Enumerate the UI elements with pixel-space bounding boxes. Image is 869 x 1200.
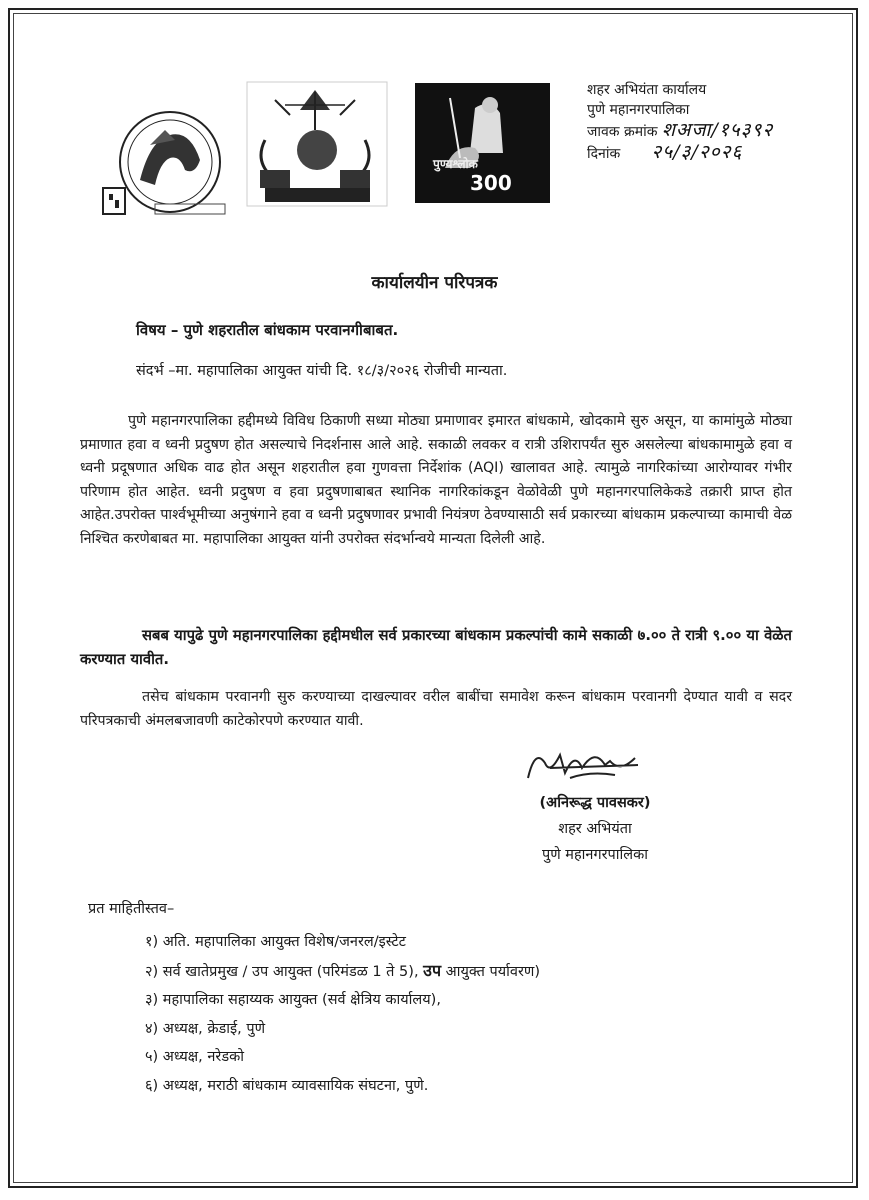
body-paragraph-2: सबब यापुढे पुणे महानगरपालिका हद्दीमधील सर्व प्रकारच्या बांधकाम प्रकल्पांची कामे सकाळी ७.०० ते रात्री ९.०० या वेळेत करण्यात यावीत. xyxy=(80,627,792,668)
date-label: दिनांक xyxy=(587,146,621,162)
signatory-designation: शहर अभियंता xyxy=(558,821,632,837)
copy-item-6: ६) अध्यक्ष, मराठी बांधकाम व्यावसायिक संघटना, पुणे. xyxy=(145,1077,429,1094)
reference-line: संदर्भ –मा. महापालिका आयुक्त यांची दि. १८/३/२०२६ रोजीची मान्यता. xyxy=(136,363,508,379)
copy-item-3: ३) महापालिका सहाय्यक आयुक्त (सर्व क्षेत्रिय कार्यालय), xyxy=(145,992,441,1008)
logo3-caption: पुण्यश्लोक xyxy=(433,157,478,171)
document-title: कार्यालयीन परिपत्रक xyxy=(371,273,498,293)
logo3-number: 300 xyxy=(470,171,512,195)
organization-name: पुणे महानगरपालिका xyxy=(587,102,690,118)
outward-label: जावक क्रमांक xyxy=(587,124,658,140)
copies-list xyxy=(145,928,540,1100)
outward-number: शअजा/१५३९२ xyxy=(661,119,774,141)
copy-item-2-tail: आयुक्त पर्यावरण) xyxy=(445,963,541,980)
office-header xyxy=(587,80,773,164)
copy-item-2-bold: उप xyxy=(423,960,442,980)
copy-item-1: १) अति. महापालिका आयुक्त विशेष/जनरल/इस्टेट xyxy=(145,934,406,950)
body-paragraph-3: तसेच बांधकाम परवानगी सुरु करण्याच्या दाखल्यावर वरील बाबींचा समावेश करून बांधकाम परवानगी देण्यात यावी व सदर परिपत्रकाची अंमलबजावणी काटेकोरपणे करण्यात यावी. xyxy=(80,689,792,729)
copy-item-2-text: २) सर्व खातेप्रमुख / उप आयुक्त (परिमंडळ 1 ते 5), xyxy=(145,963,419,980)
copy-item-4: ४) अध्यक्ष, क्रेडाई, पुणे xyxy=(145,1020,266,1037)
office-name: शहर अभियंता कार्यालय xyxy=(587,82,707,98)
signatory-org: पुणे महानगरपालिका xyxy=(541,847,649,863)
copies-heading: प्रत माहितीस्तव– xyxy=(88,901,175,917)
signatory-name: (अनिरूद्ध पावसकर) xyxy=(539,795,651,811)
subject-line: विषय – पुणे शहरातील बांधकाम परवानगीबाबत. xyxy=(136,321,399,339)
copy-item-5: ५) अध्यक्ष, नरेडको xyxy=(145,1049,244,1065)
court-emblem-icon xyxy=(245,80,390,210)
signatory-block xyxy=(495,790,695,868)
pmc-emblem-icon xyxy=(95,100,235,220)
copy-item-2 xyxy=(145,957,540,987)
date-value: २५/३/२०२६ xyxy=(651,141,743,163)
signature-mark xyxy=(520,743,650,788)
body-paragraph-1: पुणे महानगरपालिका हद्दीमध्ये विविध ठिकाणी सध्या मोठ्या प्रमाणावर इमारत बांधकामे, खोदकामे सुरु असून, या कामांमुळे मोठ्या प्रमाणात हवा व ध्वनी प्रदुषण होत असल्याचे निदर्शनास आले आहे. सकाळी लवकर व रात्री उशिरापर्यंत सुरु असलेल्या बांधकामामुळे हवा व ध्वनी प्रदूषणात अधिक वाढ होत असून शहरातील हवा गुणवत्ता निर्देशांक (AQI) खालावत आहे. त्यामुळे नागरिकांच्या आरोग्यावर गंभीर परिणाम होत आहेत. ध्वनी प्रदुषण व हवा प्रदुषणाबाबत स्थानिक नागरिकांकडून वेळोवेळी पुणे महानगरपालिकेकडे तक्रारी प्राप्त होत आहेत.उपरोक्त पार्श्वभूमीच्या अनुषंगाने हवा व ध्वनी प्रदुषणावर प्रभावी नियंत्रण ठेवण्यासाठी सर्व प्रकारच्या बांधकाम प्रकल्पाच्या कामाची वेळ निश्चित करणेबाबत मा. महापालिका आयुक्त यांनी उपरोक्त संदर्भान्वये मान्यता दिलेली आहे. xyxy=(80,413,792,547)
punyashlok-300-logo xyxy=(415,83,550,203)
